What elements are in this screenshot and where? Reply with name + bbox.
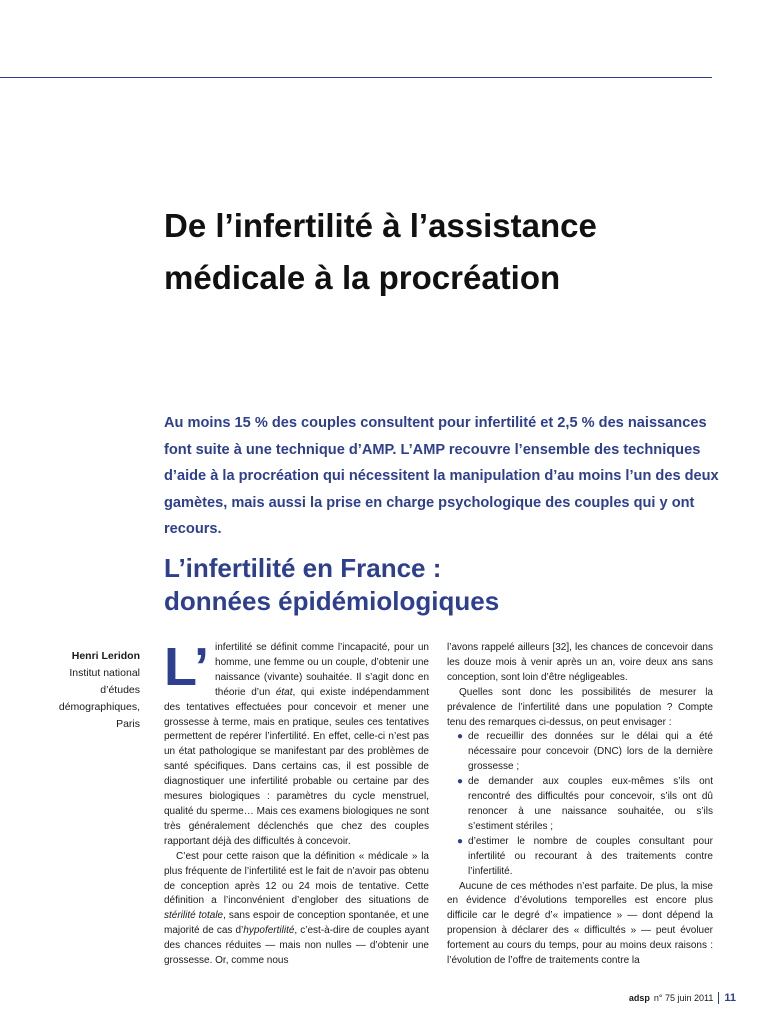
author-name: Henri Leridon (71, 650, 140, 662)
footer-divider (718, 992, 719, 1004)
author-affiliation-1: Institut national (69, 667, 140, 679)
list-item (447, 730, 713, 775)
list-item-text: de demander aux couples eux-mêmes s’ils ont rencontré des difficultés pour concevoir, s’ils ont dû renoncer à une naissance souhaitée, ou s’ils s’estiment stériles ; (468, 776, 713, 832)
section-title-line1: L’infertilité en France : (164, 553, 442, 583)
magazine-name: adsp (628, 993, 650, 1003)
bullet-dot-icon: ● (457, 776, 464, 788)
col2-paragraph-1: l’avons rappelé ailleurs [32], les chances de concevoir dans les douze mois à venir après un an, voire deux ans sans conception, sont loin d’être négligeables. (447, 642, 713, 683)
author-affiliation-3: démographiques, (58, 701, 140, 713)
col1-p2-text-b: , sans espoir de conception spontanée, et une majorité de cas d’ (164, 910, 429, 937)
col1-p1-emphasis: état (275, 686, 293, 698)
col2-paragraph-3: Aucune de ces méthodes n’est parfaite. De plus, la mise en évidence d’évolutions temporelles est encore plus difficile car le degré d’« impatience » — dont dépend la propension à déclarer des « difficultés » — peut évoluer fortement au cours du temps, pour au moins deux raisons : l’évolution de l’offre de traitements contre la (447, 880, 713, 967)
list-item (447, 835, 713, 880)
author-block (0, 648, 140, 733)
bullet-dot-icon: ● (457, 731, 464, 743)
col1-p1-text-b: , qui existe indépendamment des tentatives effectuées pour concevoir et mener une grossesse à terme, mais en pratique, seules ces tentatives permettent de repérer l’infertilité. En effet, celle-ci n’est pas un état pathologique se manifestant par des problèmes de santé spécifiques. Dans certains cas, il est possible de diagnostiquer une infertilité probable ou certaine par des mesures biologiques : paramètres du cycle menstruel, qualité du sperme… Mais ces examens biologiques ne sont très généralement déclenchés que chez des couples rapportant déjà des difficultés à concevoir. (164, 686, 429, 847)
col1-paragraph-1 (164, 637, 429, 850)
col2-paragraph-2: Quelles sont donc les possibilités de mesurer la prévalence de l’infertilité dans une population ? Compte tenu des remarques ci-dessus, on peut envisager : (447, 686, 713, 728)
issue-info: n° 75 juin 2011 (653, 993, 714, 1003)
page-number: 11 (724, 992, 736, 1004)
drop-cap: L’ (164, 637, 210, 697)
col1-p1-text-a: infertilité se définit comme l’incapacité, pour un homme, une femme ou un couple, d’obtenir une naissance (vivante) souhaitée. Il s’agit donc en théorie d’un (215, 642, 429, 698)
author-affiliation-2: d’études (100, 684, 140, 696)
col1-paragraph-2 (164, 850, 429, 969)
top-rule (0, 77, 712, 78)
lead-paragraph: Au moins 15 % des couples consultent pour infertilité et 2,5 % des naissances font suite à une technique d’AMP. L’AMP recouvre l’ensemble des techniques d’aide à la procréation qui nécessitent la manipulation d’au moins l’un des deux gamètes, mais aussi la prise en charge psychologique des couples qui y ont recours. (164, 415, 719, 537)
col1-p2-text-c: , c’est-à-dire de couples ayant des chances réduites — mais non nulles — d’obtenir une grossesse. Or, comme nous (164, 925, 429, 967)
text-column-2 (447, 641, 713, 969)
list-item-text: d’estimer le nombre de couples consultant pour infertilité ou recourant à des traitements contre l’infertilité. (468, 835, 713, 877)
col1-p2-text-a: C’est pour cette raison que la définition « médicale » la plus fréquente de l’infertilité est le fait de n’avoir pas obtenu de conception après 12 ou 24 mois de tentative. Cette définition a l’inconvénient d’englober des situations de (164, 850, 429, 907)
page-footer (629, 992, 736, 1004)
col1-p2-emphasis-2: hypofertilité (243, 925, 295, 937)
author-affiliation-4: Paris (116, 718, 140, 730)
list-item (447, 775, 713, 835)
article-title: De l’infertilité à l’assistance médicale à la procréation (164, 207, 597, 296)
list-item-text: de recueillir des données sur le délai qui a été nécessaire pour concevoir (DNC) lors de la dernière grossesse ; (468, 731, 713, 773)
col1-p2-emphasis-1: stérilité totale (164, 910, 224, 922)
section-title-line2: données épidémiologiques (164, 586, 500, 616)
bullet-dot-icon: ● (457, 835, 464, 847)
text-column-1 (164, 637, 429, 969)
section-title (164, 552, 704, 618)
